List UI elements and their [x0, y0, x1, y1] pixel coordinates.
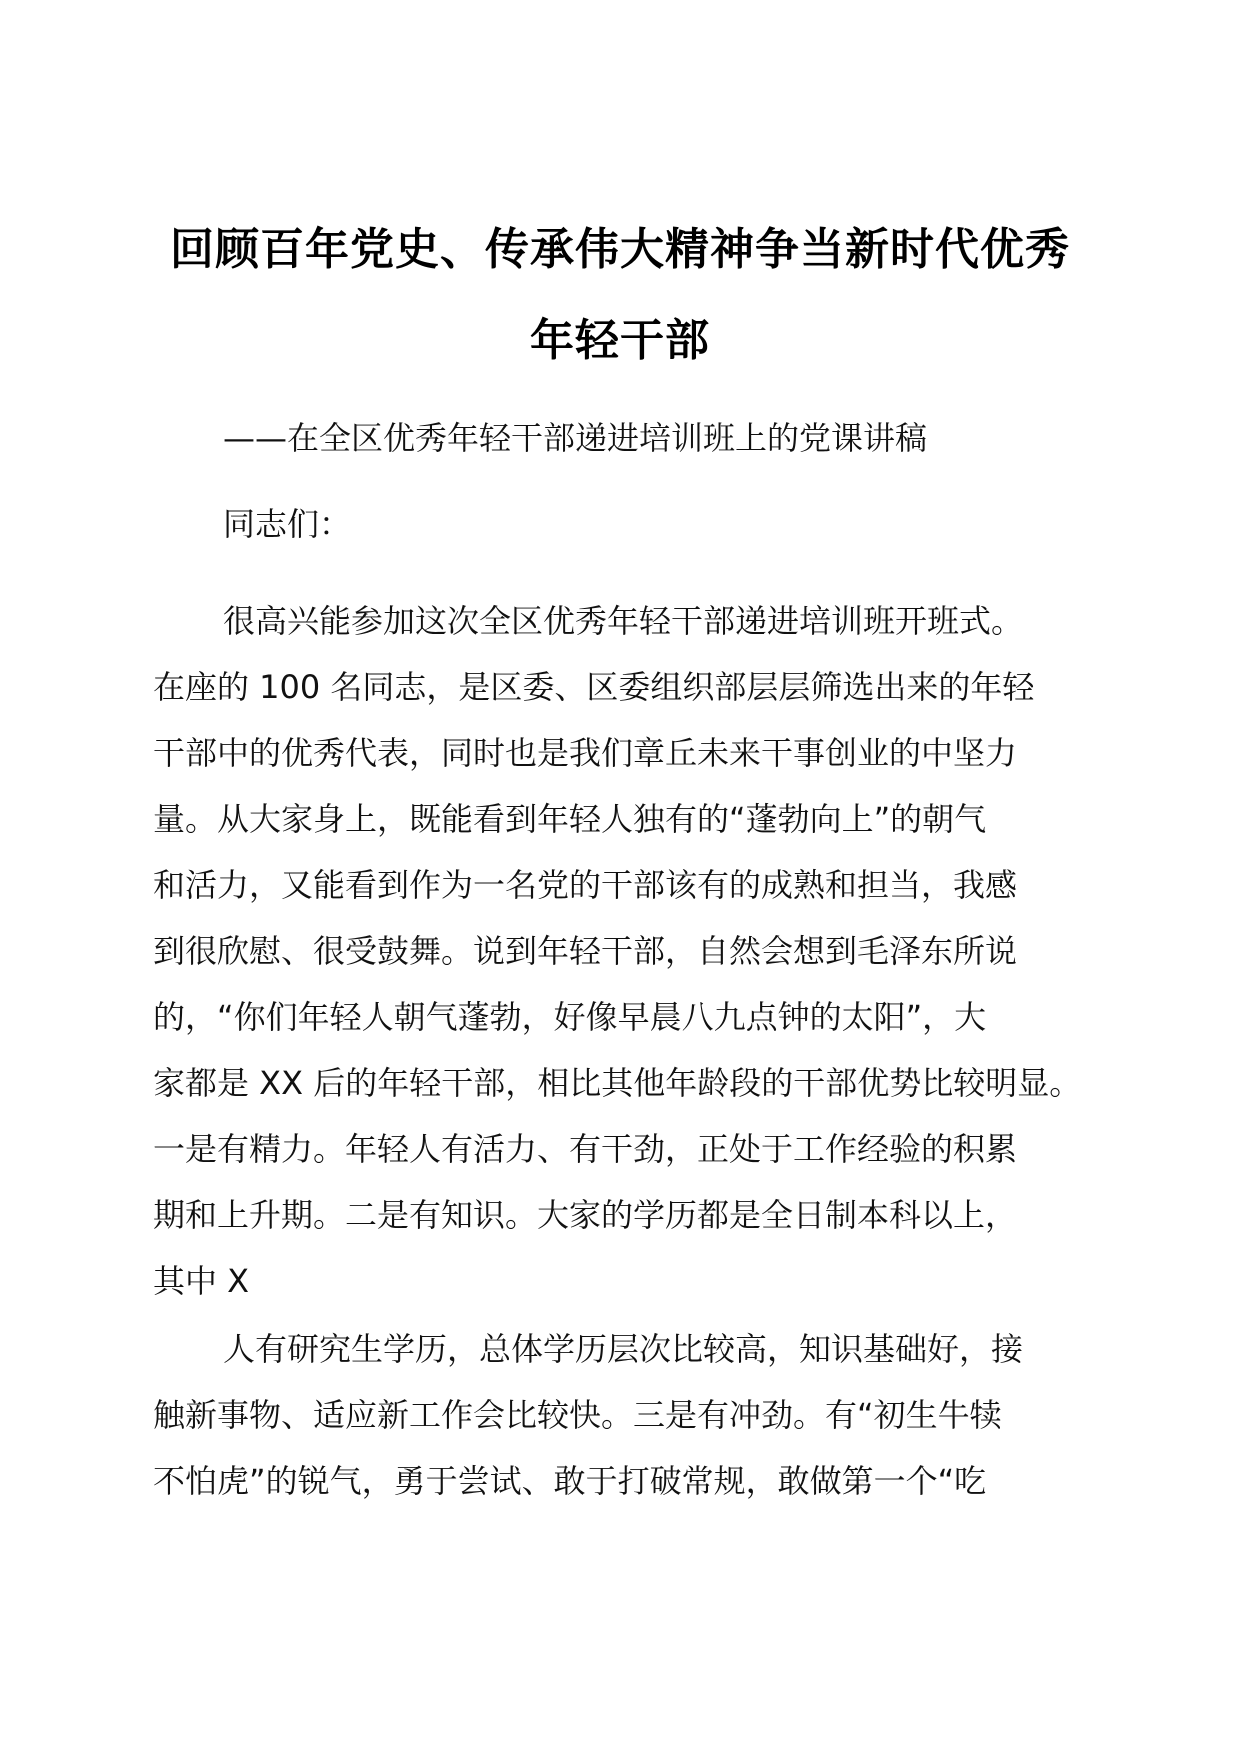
document-title-line-2: 年轻干部 [530, 315, 710, 366]
paragraph-line: 不怕虎”的锐气，勇于尝试、敢于打破常规，敢做第一个“吃 [153, 1462, 987, 1500]
paragraph-line: 一是有精力。年轻人有活力、有干劲，正处于工作经验的积累 [153, 1130, 1018, 1168]
paragraph-2 [153, 1316, 1093, 1514]
document-title-line-1: 回顾百年党史、传承伟大精神争当新时代优秀 [170, 224, 1070, 275]
paragraph-line: 人有研究生学历，总体学历层次比较高，知识基础好，接 [223, 1330, 1024, 1368]
paragraph-line: 和活力，又能看到作为一名党的干部该有的成熟和担当，我感 [153, 866, 1018, 904]
salutation: 同志们： [223, 505, 352, 543]
paragraph-line: 很高兴能参加这次全区优秀年轻干部递进培训班开班式。 [223, 602, 1024, 640]
paragraph-line: 其中 X [153, 1262, 250, 1300]
paragraph-line: 到很欣慰、很受鼓舞。说到年轻干部，自然会想到毛泽东所说 [153, 932, 1018, 970]
paragraph-line: 的，“你们年轻人朝气蓬勃，好像早晨八九点钟的太阳”，大 [153, 998, 987, 1036]
paragraph-line: 触新事物、适应新工作会比较快。三是有冲劲。有“初生牛犊 [153, 1396, 1002, 1434]
paragraph-line: 家都是 XX 后的年轻干部，相比其他年龄段的干部优势比较明显。 [153, 1064, 1082, 1102]
paragraph-line: 量。从大家身上，既能看到年轻人独有的“蓬勃向上”的朝气 [153, 800, 987, 838]
paragraph-line: 在座的 100 名同志，是区委、区委组织部层层筛选出来的年轻 [153, 668, 1035, 706]
document-subtitle: ——在全区优秀年轻干部递进培训班上的党课讲稿 [223, 419, 928, 457]
paragraph-1 [153, 588, 1093, 1314]
paragraph-line: 期和上升期。二是有知识。大家的学历都是全日制本科以上， [153, 1196, 1018, 1234]
paragraph-line: 干部中的优秀代表，同时也是我们章丘未来干事创业的中坚力 [153, 734, 1018, 772]
